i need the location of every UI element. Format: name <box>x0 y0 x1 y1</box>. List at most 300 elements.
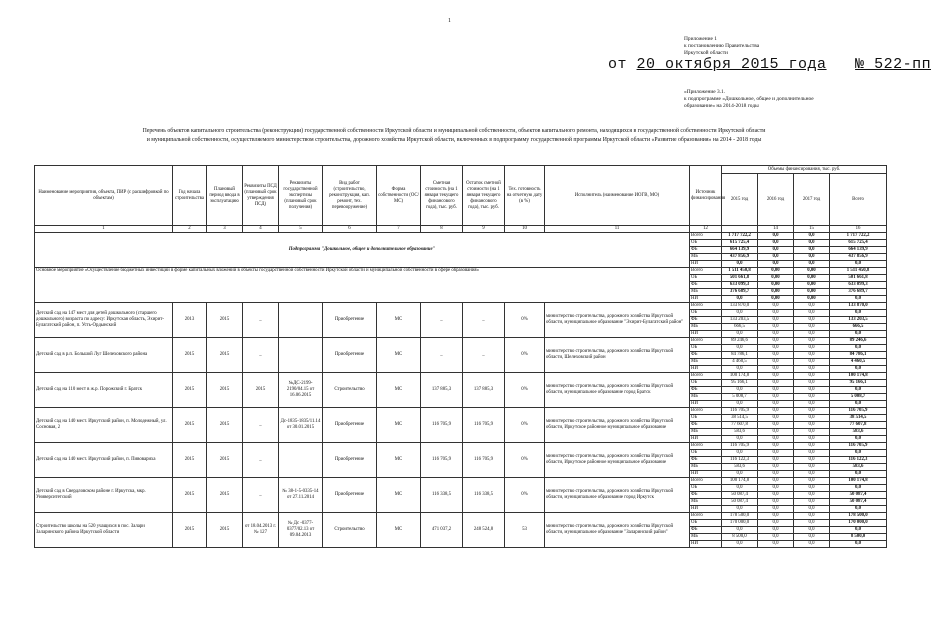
psd-details: от 18.04.2013 г. № 127 <box>243 513 279 548</box>
funding-value: 633 099,3 <box>830 282 887 289</box>
funding-value: 0,0 <box>794 429 830 436</box>
funding-source: МБ <box>690 394 722 401</box>
funding-value: 0,0 <box>758 499 794 506</box>
page-number: 1 <box>448 18 451 24</box>
funding-value: 0,0 <box>794 443 830 450</box>
funding-value: 0,0 <box>758 303 794 310</box>
funding-value: 0,0 <box>758 261 794 268</box>
funding-value: 95 166,1 <box>830 380 887 387</box>
remaining-cost: 116 705,9 <box>463 408 505 443</box>
funding-value: 0,0 <box>758 513 794 520</box>
psd-details: _ <box>243 338 279 373</box>
funding-value: 0,0 <box>758 415 794 422</box>
readiness: 53 <box>505 513 545 548</box>
header-name: Наименование мероприятия, объекта, ПИР (с расшифровкой по объектам) <box>35 166 173 226</box>
column-number: 16 <box>830 226 887 233</box>
funding-source: МБ <box>690 324 722 331</box>
funding-value: 0,0 <box>830 296 887 303</box>
funding-source: Всего <box>690 513 722 520</box>
funding-source: ОБ <box>690 415 722 422</box>
expertise-details <box>279 338 323 373</box>
funding-value: 84 786,1 <box>722 352 758 359</box>
funding-value: 0,0 <box>758 233 794 240</box>
executor: министерство строительства, дорожного хозяйства Иркутской области, муниципальное образование город Иркутск <box>545 478 690 513</box>
objects-table <box>34 165 887 548</box>
funding-value: 0,0 <box>794 471 830 478</box>
funding-value: 0,0 <box>830 310 887 317</box>
funding-value: 0,00 <box>794 296 830 303</box>
funding-value: 0,0 <box>722 506 758 513</box>
funding-value: 8 500,0 <box>722 534 758 541</box>
readiness: 0% <box>505 443 545 478</box>
funding-value: 633 099,3 <box>722 282 758 289</box>
funding-value: 0,0 <box>758 492 794 499</box>
funding-value: 38 514,5 <box>830 415 887 422</box>
funding-source: МБ <box>690 289 722 296</box>
decree-stamp: от 20 октября 2015 года № 522-пп <box>608 56 931 73</box>
object-name: Детский сад на 147 мест для детей дошкольного (старшего дошкольного) возраста по адресу: Иркутская область, Эхирит-Булагатский район, п. Усть-Ордынский <box>35 303 173 338</box>
funding-value: 0,0 <box>830 331 887 338</box>
funding-value: 0,0 <box>758 520 794 527</box>
funding-value: 0,0 <box>758 541 794 548</box>
funding-value: 0,0 <box>758 331 794 338</box>
funding-value: 4 460,5 <box>830 359 887 366</box>
funding-value: 89 246,6 <box>722 338 758 345</box>
column-number: 7 <box>377 226 421 233</box>
header-volume: Объемы финансирования, тыс. руб. <box>722 166 887 174</box>
remaining-cost: _ <box>463 338 505 373</box>
funding-value: 0,00 <box>794 268 830 275</box>
column-number: 3 <box>207 226 243 233</box>
estimate-cost: _ <box>421 303 463 338</box>
funding-source: Всего <box>690 478 722 485</box>
funding-source: ОБ <box>690 345 722 352</box>
ownership: МС <box>377 373 421 408</box>
funding-value: 0,00 <box>758 289 794 296</box>
funding-value: 0,0 <box>794 387 830 394</box>
funding-value: 0,0 <box>758 240 794 247</box>
header-remainder: Остаток сметной стоимости (на 1 января текущего финансового года), тыс. руб. <box>463 166 505 226</box>
funding-value: 0,00 <box>794 282 830 289</box>
remaining-cost: 116 338,5 <box>463 478 505 513</box>
funding-value: 0,0 <box>794 394 830 401</box>
estimate-cost: 137 885,3 <box>421 373 463 408</box>
funding-value: 0,0 <box>758 436 794 443</box>
funding-value: 0,0 <box>758 457 794 464</box>
funding-value: 0,0 <box>722 485 758 492</box>
psd-details: 2015 <box>243 373 279 408</box>
funding-source: ОБ <box>690 380 722 387</box>
funding-value: 0,0 <box>794 380 830 387</box>
object-name: Детский сад на 140 мест. Иркутский район, п. Молодежный, ул. Сосновая, 2 <box>35 408 173 443</box>
commission-year: 2015 <box>207 408 243 443</box>
funding-source: МБ <box>690 429 722 436</box>
funding-source: Всего <box>690 233 722 240</box>
funding-source: Всего <box>690 303 722 310</box>
funding-value: 0,0 <box>722 450 758 457</box>
funding-source: ОБ <box>690 520 722 527</box>
funding-source: НИ <box>690 436 722 443</box>
funding-source: МБ <box>690 464 722 471</box>
funding-value: 0,0 <box>758 478 794 485</box>
start-year: 2015 <box>173 513 207 548</box>
funding-value: 615 725,4 <box>830 240 887 247</box>
funding-value: 0,0 <box>722 366 758 373</box>
funding-value: 0,0 <box>794 359 830 366</box>
column-number: 12 <box>690 226 722 233</box>
finance-row <box>35 303 887 310</box>
column-number: 10 <box>505 226 545 233</box>
document-title: и муниципальной собственности, осуществляемого министерством строительства, дорожного хозяйства Иркутской области, включенных в подпрограмму государственной программы Иркутской области «Развитие образования» на 2014 - 2018 годы <box>146 137 762 143</box>
commission-year: 2015 <box>207 338 243 373</box>
start-year: 2015 <box>173 373 207 408</box>
remaining-cost: _ <box>463 303 505 338</box>
psd-details: _ <box>243 303 279 338</box>
column-number: 2 <box>173 226 207 233</box>
funding-value: 0,0 <box>794 401 830 408</box>
work-type: Строительство <box>323 513 377 548</box>
executor: министерство строительства, дорожного хозяйства Иркутской области, муниципальное образование "Эхирит-Булагатский район" <box>545 303 690 338</box>
funding-value: 0,0 <box>758 387 794 394</box>
funding-value: 0,00 <box>758 268 794 275</box>
commission-year: 2015 <box>207 478 243 513</box>
header-total: Всего <box>830 174 887 226</box>
document-title: Перечень объектов капитального строительства (реконструкции) государственной собственности Иркутской области и муниципальной собственности, объектов капитального ремонта, находящихся в государственной собственности Иркутской области <box>142 128 766 134</box>
funding-value: 0,0 <box>758 394 794 401</box>
funding-value: 0,0 <box>794 247 830 254</box>
funding-value: 116 705,9 <box>722 443 758 450</box>
funding-value: 0,00 <box>794 275 830 282</box>
funding-value: 0,0 <box>758 324 794 331</box>
funding-source: НИ <box>690 401 722 408</box>
funding-source: Всего <box>690 408 722 415</box>
funding-value: 77 607,8 <box>722 422 758 429</box>
finance-row <box>35 408 887 415</box>
funding-value: 437 856,9 <box>830 254 887 261</box>
funding-value: 1 717 722,2 <box>722 233 758 240</box>
header-start: Год начала строительства <box>173 166 207 226</box>
ownership: МС <box>377 513 421 548</box>
start-year: 2015 <box>173 478 207 513</box>
estimate-cost: 116 705,9 <box>421 408 463 443</box>
ownership: МС <box>377 443 421 478</box>
finance-row <box>35 338 887 345</box>
funding-value: 5 008,7 <box>722 394 758 401</box>
funding-source: ФБ <box>690 352 722 359</box>
funding-value: 0,0 <box>794 317 830 324</box>
funding-value: 0,0 <box>794 478 830 485</box>
funding-value: 0,0 <box>722 387 758 394</box>
funding-source: МБ <box>690 359 722 366</box>
header-2015: 2015 год <box>722 174 758 226</box>
funding-value: 0,0 <box>830 366 887 373</box>
funding-value: 0,0 <box>722 331 758 338</box>
funding-value: 615 725,4 <box>722 240 758 247</box>
start-year: 2015 <box>173 408 207 443</box>
funding-source: МБ <box>690 499 722 506</box>
start-year: 2013 <box>173 303 207 338</box>
funding-value: 0,0 <box>758 408 794 415</box>
work-type: Приобретение <box>323 338 377 373</box>
column-number: 8 <box>421 226 463 233</box>
readiness: 0% <box>505 408 545 443</box>
funding-value: 0,0 <box>794 506 830 513</box>
funding-value: 0,0 <box>758 527 794 534</box>
funding-value: 0,0 <box>830 345 887 352</box>
readiness: 0% <box>505 478 545 513</box>
work-type: Приобретение <box>323 443 377 478</box>
remaining-cost: 248 524,8 <box>463 513 505 548</box>
funding-value: 376 689,7 <box>722 289 758 296</box>
header-psd: Реквизиты ПСД (плановый срок утверждения ПСД) <box>243 166 279 226</box>
funding-value: 0,0 <box>758 359 794 366</box>
funding-value: 0,0 <box>758 373 794 380</box>
finance-row <box>35 513 887 520</box>
funding-value: 38 514,5 <box>722 415 758 422</box>
object-name: Детский сад в Свердловском районе г. Иркутска, мкр. Университетский <box>35 478 173 513</box>
remaining-cost: 137 885,3 <box>463 373 505 408</box>
column-number: 11 <box>545 226 690 233</box>
funding-value: 116 705,9 <box>830 443 887 450</box>
funding-value: 170 000,0 <box>830 520 887 527</box>
header-2016: 2016 год <box>758 174 794 226</box>
expertise-details: Дс-1835-1835/11.14 от 30.01.2015 <box>279 408 323 443</box>
funding-value: 116 705,9 <box>830 408 887 415</box>
funding-source: НИ <box>690 471 722 478</box>
funding-value: 100 174,8 <box>830 373 887 380</box>
funding-value: 0,0 <box>722 436 758 443</box>
main-activity-name: Основное мероприятие «Осуществление бюджетных инвестиций в форме капитальных вложений в объекты государственной собственности Иркутской области и муниципальной собственности в сфере образования» <box>35 268 690 303</box>
funding-value: 0,0 <box>794 436 830 443</box>
funding-value: 50 087,4 <box>722 492 758 499</box>
subprogram-name: Подпрограмма "Дошкольное, общее и дополнительное образование" <box>35 233 690 268</box>
commission-year: 2015 <box>207 373 243 408</box>
commission-year: 2015 <box>207 443 243 478</box>
funding-value: 0,0 <box>794 324 830 331</box>
header-commission: Плановый период ввода в эксплуатацию <box>207 166 243 226</box>
funding-value: 0,0 <box>794 338 830 345</box>
funding-value: 0,0 <box>794 450 830 457</box>
funding-value: 0,0 <box>722 527 758 534</box>
ownership: МС <box>377 478 421 513</box>
funding-value: 50 087,4 <box>722 499 758 506</box>
funding-value: 77 607,8 <box>830 422 887 429</box>
funding-value: 170 000,0 <box>722 520 758 527</box>
column-number <box>722 226 758 233</box>
funding-value: 95 166,1 <box>722 380 758 387</box>
funding-value: 50 087,4 <box>830 492 887 499</box>
funding-value: 0,0 <box>758 352 794 359</box>
executor: министерство строительства, дорожного хозяйства Иркутской области, муниципальное образование "Заларинский район" <box>545 513 690 548</box>
expertise-details <box>279 303 323 338</box>
work-type: Строительство <box>323 373 377 408</box>
header-expertise: Реквизиты государственной экспертизы (плановый срок получения) <box>279 166 323 226</box>
approval-line: Приложение 1 <box>684 36 717 42</box>
funding-source: ОБ <box>690 310 722 317</box>
funding-source: ФБ <box>690 422 722 429</box>
work-type: Приобретение <box>323 478 377 513</box>
funding-value: 0,0 <box>830 506 887 513</box>
funding-value: 89 246,6 <box>830 338 887 345</box>
funding-source: МБ <box>690 254 722 261</box>
funding-value: 0,0 <box>794 422 830 429</box>
readiness: 0% <box>505 373 545 408</box>
funding-source: ФБ <box>690 492 722 499</box>
expertise-details: № Дс -0377-0377/02.13 от 09.04.2013 <box>279 513 323 548</box>
start-year: 2015 <box>173 443 207 478</box>
funding-value: 100 174,8 <box>830 478 887 485</box>
funding-value: 0,0 <box>794 331 830 338</box>
object-name: Детский сад на 140 мест. Иркутский район, п. Пивовариха <box>35 443 173 478</box>
funding-value: 50 087,4 <box>830 499 887 506</box>
ownership: МС <box>377 303 421 338</box>
estimate-cost: 116 338,5 <box>421 478 463 513</box>
annex-line: к подпрограмме «Дошкольное, общее и дополнительное <box>684 96 814 102</box>
funding-value: 0,0 <box>722 471 758 478</box>
funding-value: 1 511 450,8 <box>830 268 887 275</box>
funding-value: 133 870,0 <box>722 303 758 310</box>
funding-value: 8 500,0 <box>830 534 887 541</box>
funding-source: ФБ <box>690 282 722 289</box>
funding-source: НИ <box>690 296 722 303</box>
funding-value: 583,6 <box>722 464 758 471</box>
funding-value: 100 174,8 <box>722 478 758 485</box>
funding-value: 116 705,9 <box>722 408 758 415</box>
funding-value: 0,0 <box>794 457 830 464</box>
funding-source: ОБ <box>690 275 722 282</box>
column-number: 14 <box>758 226 794 233</box>
funding-source: МБ <box>690 534 722 541</box>
funding-value: 0,0 <box>794 492 830 499</box>
funding-value: 0,00 <box>794 289 830 296</box>
funding-source: НИ <box>690 506 722 513</box>
funding-value: 0,0 <box>758 254 794 261</box>
psd-details: _ <box>243 408 279 443</box>
funding-value: 583,6 <box>722 429 758 436</box>
funding-value: 0,0 <box>794 366 830 373</box>
readiness: 0% <box>505 303 545 338</box>
column-numbers-row <box>35 226 887 233</box>
funding-value: 501 661,8 <box>722 275 758 282</box>
expertise-details: № 38-1-5-0335-14 от 27.11.2014 <box>279 478 323 513</box>
remaining-cost: 116 705,9 <box>463 443 505 478</box>
funding-value: 0,0 <box>794 415 830 422</box>
estimate-cost: _ <box>421 338 463 373</box>
psd-details: _ <box>243 443 279 478</box>
funding-value: 0,0 <box>794 464 830 471</box>
funding-value: 0,0 <box>794 520 830 527</box>
column-number: 6 <box>323 226 377 233</box>
executor: министерство строительства, дорожного хозяйства Иркутской области, Иркутское районное муниципальное образование <box>545 443 690 478</box>
funding-source: ОБ <box>690 450 722 457</box>
funding-source: НИ <box>690 261 722 268</box>
funding-value: 133 203,5 <box>830 317 887 324</box>
funding-value: 0,0 <box>794 345 830 352</box>
funding-source: ОБ <box>690 240 722 247</box>
funding-value: 0,0 <box>830 450 887 457</box>
funding-value: 0,0 <box>794 408 830 415</box>
funding-value: 0,00 <box>758 275 794 282</box>
funding-source: Всего <box>690 373 722 380</box>
ownership: МС <box>377 408 421 443</box>
funding-value: 0,0 <box>830 436 887 443</box>
funding-source: НИ <box>690 366 722 373</box>
funding-value: 116 122,3 <box>830 457 887 464</box>
column-number: 1 <box>35 226 173 233</box>
funding-value: 178 500,0 <box>830 513 887 520</box>
funding-value: 1 511 450,8 <box>722 268 758 275</box>
funding-value: 0,0 <box>722 310 758 317</box>
finance-row <box>35 268 887 275</box>
estimate-cost: 471 037,2 <box>421 513 463 548</box>
approval-line: к постановлению Правительства <box>684 43 760 49</box>
funding-source: ОБ <box>690 485 722 492</box>
funding-value: 0,0 <box>794 303 830 310</box>
annex-line: образование» на 2014-2018 годы <box>684 103 759 109</box>
funding-value: 0,0 <box>794 240 830 247</box>
funding-value: 178 500,0 <box>722 513 758 520</box>
funding-source: ФБ <box>690 457 722 464</box>
funding-value: 0,0 <box>794 254 830 261</box>
approval-line: Иркутской области <box>684 50 728 56</box>
column-number: 15 <box>794 226 830 233</box>
funding-value: 0,0 <box>794 310 830 317</box>
funding-value: 0,0 <box>794 485 830 492</box>
funding-value: 0,0 <box>830 401 887 408</box>
funding-value: 501 661,8 <box>830 275 887 282</box>
psd-details: _ <box>243 478 279 513</box>
funding-source: ФБ <box>690 247 722 254</box>
header-executor: Исполнитель (наименование ИОГВ, МО) <box>545 166 690 226</box>
expertise-details: №ДС-2199-2190/04.15 от 16.06.2015 <box>279 373 323 408</box>
funding-value: 0,0 <box>758 317 794 324</box>
funding-value: 0,0 <box>722 261 758 268</box>
funding-value: 0,0 <box>830 261 887 268</box>
funding-value: 0,0 <box>758 471 794 478</box>
funding-value: 0,0 <box>722 401 758 408</box>
funding-value: 0,0 <box>794 541 830 548</box>
work-type: Приобретение <box>323 408 377 443</box>
executor: министерство строительства, дорожного хозяйства Иркутской области, Иркутское районное муниципальное образование <box>545 408 690 443</box>
annex-line: «Приложение 3.1. <box>684 89 726 95</box>
funding-value: 0,0 <box>758 366 794 373</box>
commission-year: 2015 <box>207 303 243 338</box>
funding-value: 84 786,1 <box>830 352 887 359</box>
object-name: Детский сад в р.п. Большой Луг Шелеховского района <box>35 338 173 373</box>
finance-row <box>35 373 887 380</box>
estimate-cost: 116 705,9 <box>421 443 463 478</box>
funding-value: 0,0 <box>830 527 887 534</box>
funding-value: 0,0 <box>758 534 794 541</box>
object-name: Детский сад на 110 мест в ж.р. Порожский г. Братск <box>35 373 173 408</box>
funding-value: 0,0 <box>758 338 794 345</box>
header-readiness: Тех. готовность на отчетную дату (в %) <box>505 166 545 226</box>
commission-year: 2015 <box>207 513 243 548</box>
funding-value: 100 174,8 <box>722 373 758 380</box>
funding-value: 0,0 <box>758 345 794 352</box>
funding-value: 0,00 <box>758 282 794 289</box>
funding-value: 0,0 <box>758 401 794 408</box>
funding-value: 133 203,5 <box>722 317 758 324</box>
header-estimate: Сметная стоимость (на 1 января текущего финансового года), тыс. руб. <box>421 166 463 226</box>
funding-source: НИ <box>690 331 722 338</box>
funding-value: 0,0 <box>794 527 830 534</box>
column-number: 5 <box>279 226 323 233</box>
executor: министерство строительства, дорожного хозяйства Иркутской области, муниципальное образование город Братск <box>545 373 690 408</box>
funding-value: 0,0 <box>794 513 830 520</box>
column-number: 9 <box>463 226 505 233</box>
funding-source: Всего <box>690 443 722 450</box>
